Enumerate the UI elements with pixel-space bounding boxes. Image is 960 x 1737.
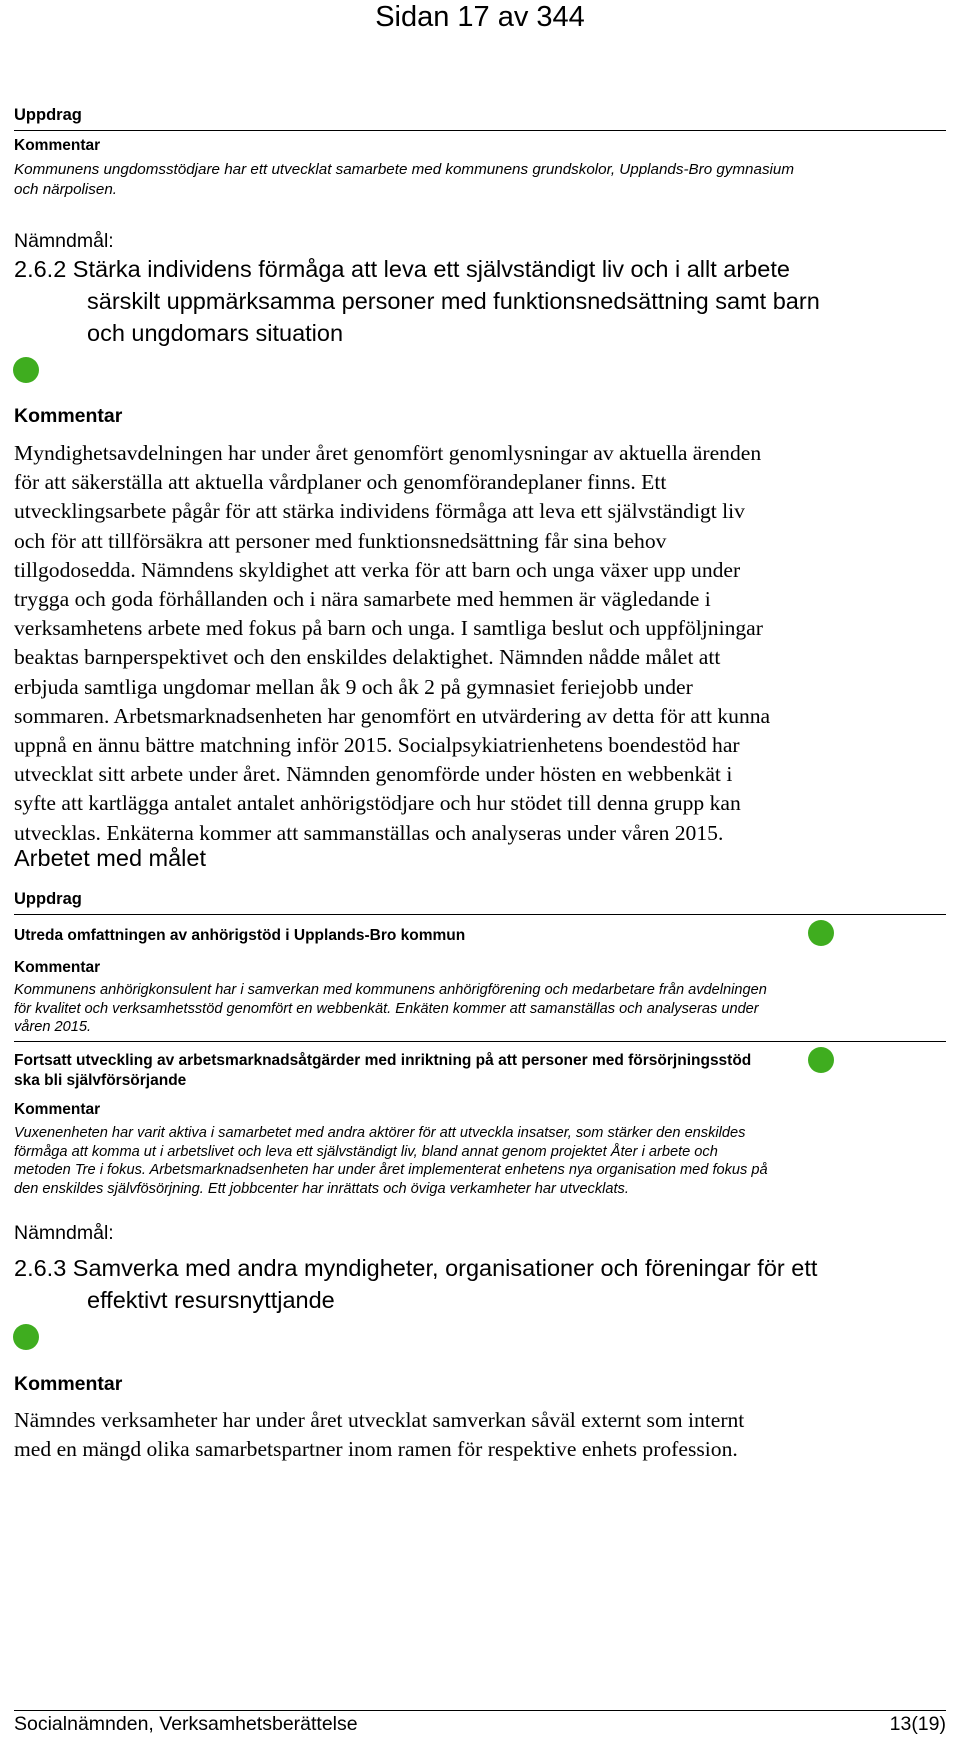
divider bbox=[14, 914, 946, 915]
footer-divider bbox=[14, 1710, 946, 1711]
status-green-icon bbox=[13, 1324, 39, 1350]
namndmal-label: Nämndmål: bbox=[14, 230, 114, 252]
divider bbox=[14, 130, 946, 131]
divider bbox=[14, 1041, 946, 1042]
goal-comment-body: Myndighetsavdelningen har under året genomfört genomlysningar av aktuella ärenden för att säkerställa att aktuella vårdplaner och genomförandeplaner finns. Ett utvecklingsarbete pågår för att stärka individens förmåga att leva ett självständigt liv och för att tillförsäkra att personer med funktionsnedsättning får sina behov tillgodosedda. Nämndens skyldighet att verka för att barn och unga växer upp under trygga och goda förhållanden och i nära samarbete med hemmen är vägledande i verksamhetens arbete med fokus på barn och unga. I samtliga beslut och uppföljningar beaktas barnperspektivet och den enskildes delaktighet. Nämnden nådde målet att erbjuda samtliga ungdomar mellan åk 9 och åk 2 på gymnasiet feriejobb under sommaren. Arbetsmarknadsenheten har genomfört en utvärdering av detta för att kunna uppnå en ännu bättre matchning inför 2015. Socialpsykiatrienhetens boendestöd har utvecklat sitt arbete under året. Nämnden genomförde under hösten en webbenkät i syfte att kartlägga antalet antalet anhörigstödjare och hur stödet till denna grupp kan utvecklas. Enkäterna kommer att sammanställas och analyseras under våren 2015. bbox=[14, 441, 771, 845]
assignment-title: Fortsatt utveckling av arbetsmarknadsåtgärder med inriktning på att personer med försörjningsstöd ska bli självförsörjande bbox=[14, 1052, 752, 1089]
namndmal-label: Nämndmål: bbox=[14, 1222, 114, 1244]
status-green-icon bbox=[808, 920, 834, 946]
comment-text: Kommunens ungdomsstödjare har ett utvecklat samarbete med kommunens grundskolor, Upplands-Bro gymnasium och närpolisen. bbox=[14, 161, 795, 198]
kommentar-label: Kommentar bbox=[14, 405, 123, 427]
goal-title: 2.6.2 Stärka individens förmåga att leva ett självständigt liv och i allt arbete särskilt uppmärksamma personer med funktionsnedsättning samt barn och ungdomars situation bbox=[14, 256, 820, 346]
comment-text: Vuxenenheten har varit aktiva i samarbetet med andra aktörer för att utveckla insatser, som stärker den enskildes förmåga att komma ut i arbetslivet och leva ett självständigt liv, bland annat genom projektet Åter i arbete och metoden Tre i fokus. Arbetsmarknadsenheten har under året implementerat enhetens nya organisation med fokus på den enskildes självfösörjning. Ett jobbcenter har inrättats och öviga verkamheter har utvecklats. bbox=[14, 1125, 768, 1197]
status-green-icon bbox=[13, 357, 39, 383]
assignment-title: Utreda omfattningen av anhörigstöd i Upplands-Bro kommun bbox=[14, 927, 466, 944]
footer-page-number: 13(19) bbox=[889, 1713, 946, 1735]
kommentar-label: Kommentar bbox=[14, 1101, 101, 1118]
kommentar-label: Kommentar bbox=[14, 959, 101, 976]
section-heading: Arbetet med målet bbox=[14, 845, 207, 871]
kommentar-label: Kommentar bbox=[14, 137, 101, 154]
status-green-icon bbox=[808, 1047, 834, 1073]
uppdrag-label: Uppdrag bbox=[14, 890, 82, 908]
comment-text: Kommunens anhörigkonsulent har i samverkan med kommunens anhörigförening och medarbetare från avdelningen för kvalitet och verksamhetsstöd genomfört en webbenkät. Enkäten kommer att samanställas och analyseras under våren 2015. bbox=[14, 982, 767, 1035]
uppdrag-label: Uppdrag bbox=[14, 106, 82, 124]
footer-left: Socialnämnden, Verksamhetsberättelse bbox=[14, 1713, 358, 1735]
goal-title: 2.6.3 Samverka med andra myndigheter, organisationer och föreningar för ett effektivt resursnyttjande bbox=[14, 1255, 818, 1313]
kommentar-label: Kommentar bbox=[14, 1373, 123, 1395]
page-counter: Sidan 17 av 344 bbox=[375, 1, 585, 33]
goal-comment-body: Nämndes verksamheter har under året utvecklat samverkan såväl externt som internt med en mängd olika samarbetspartner inom ramen för respektive enhets profession. bbox=[14, 1408, 745, 1462]
